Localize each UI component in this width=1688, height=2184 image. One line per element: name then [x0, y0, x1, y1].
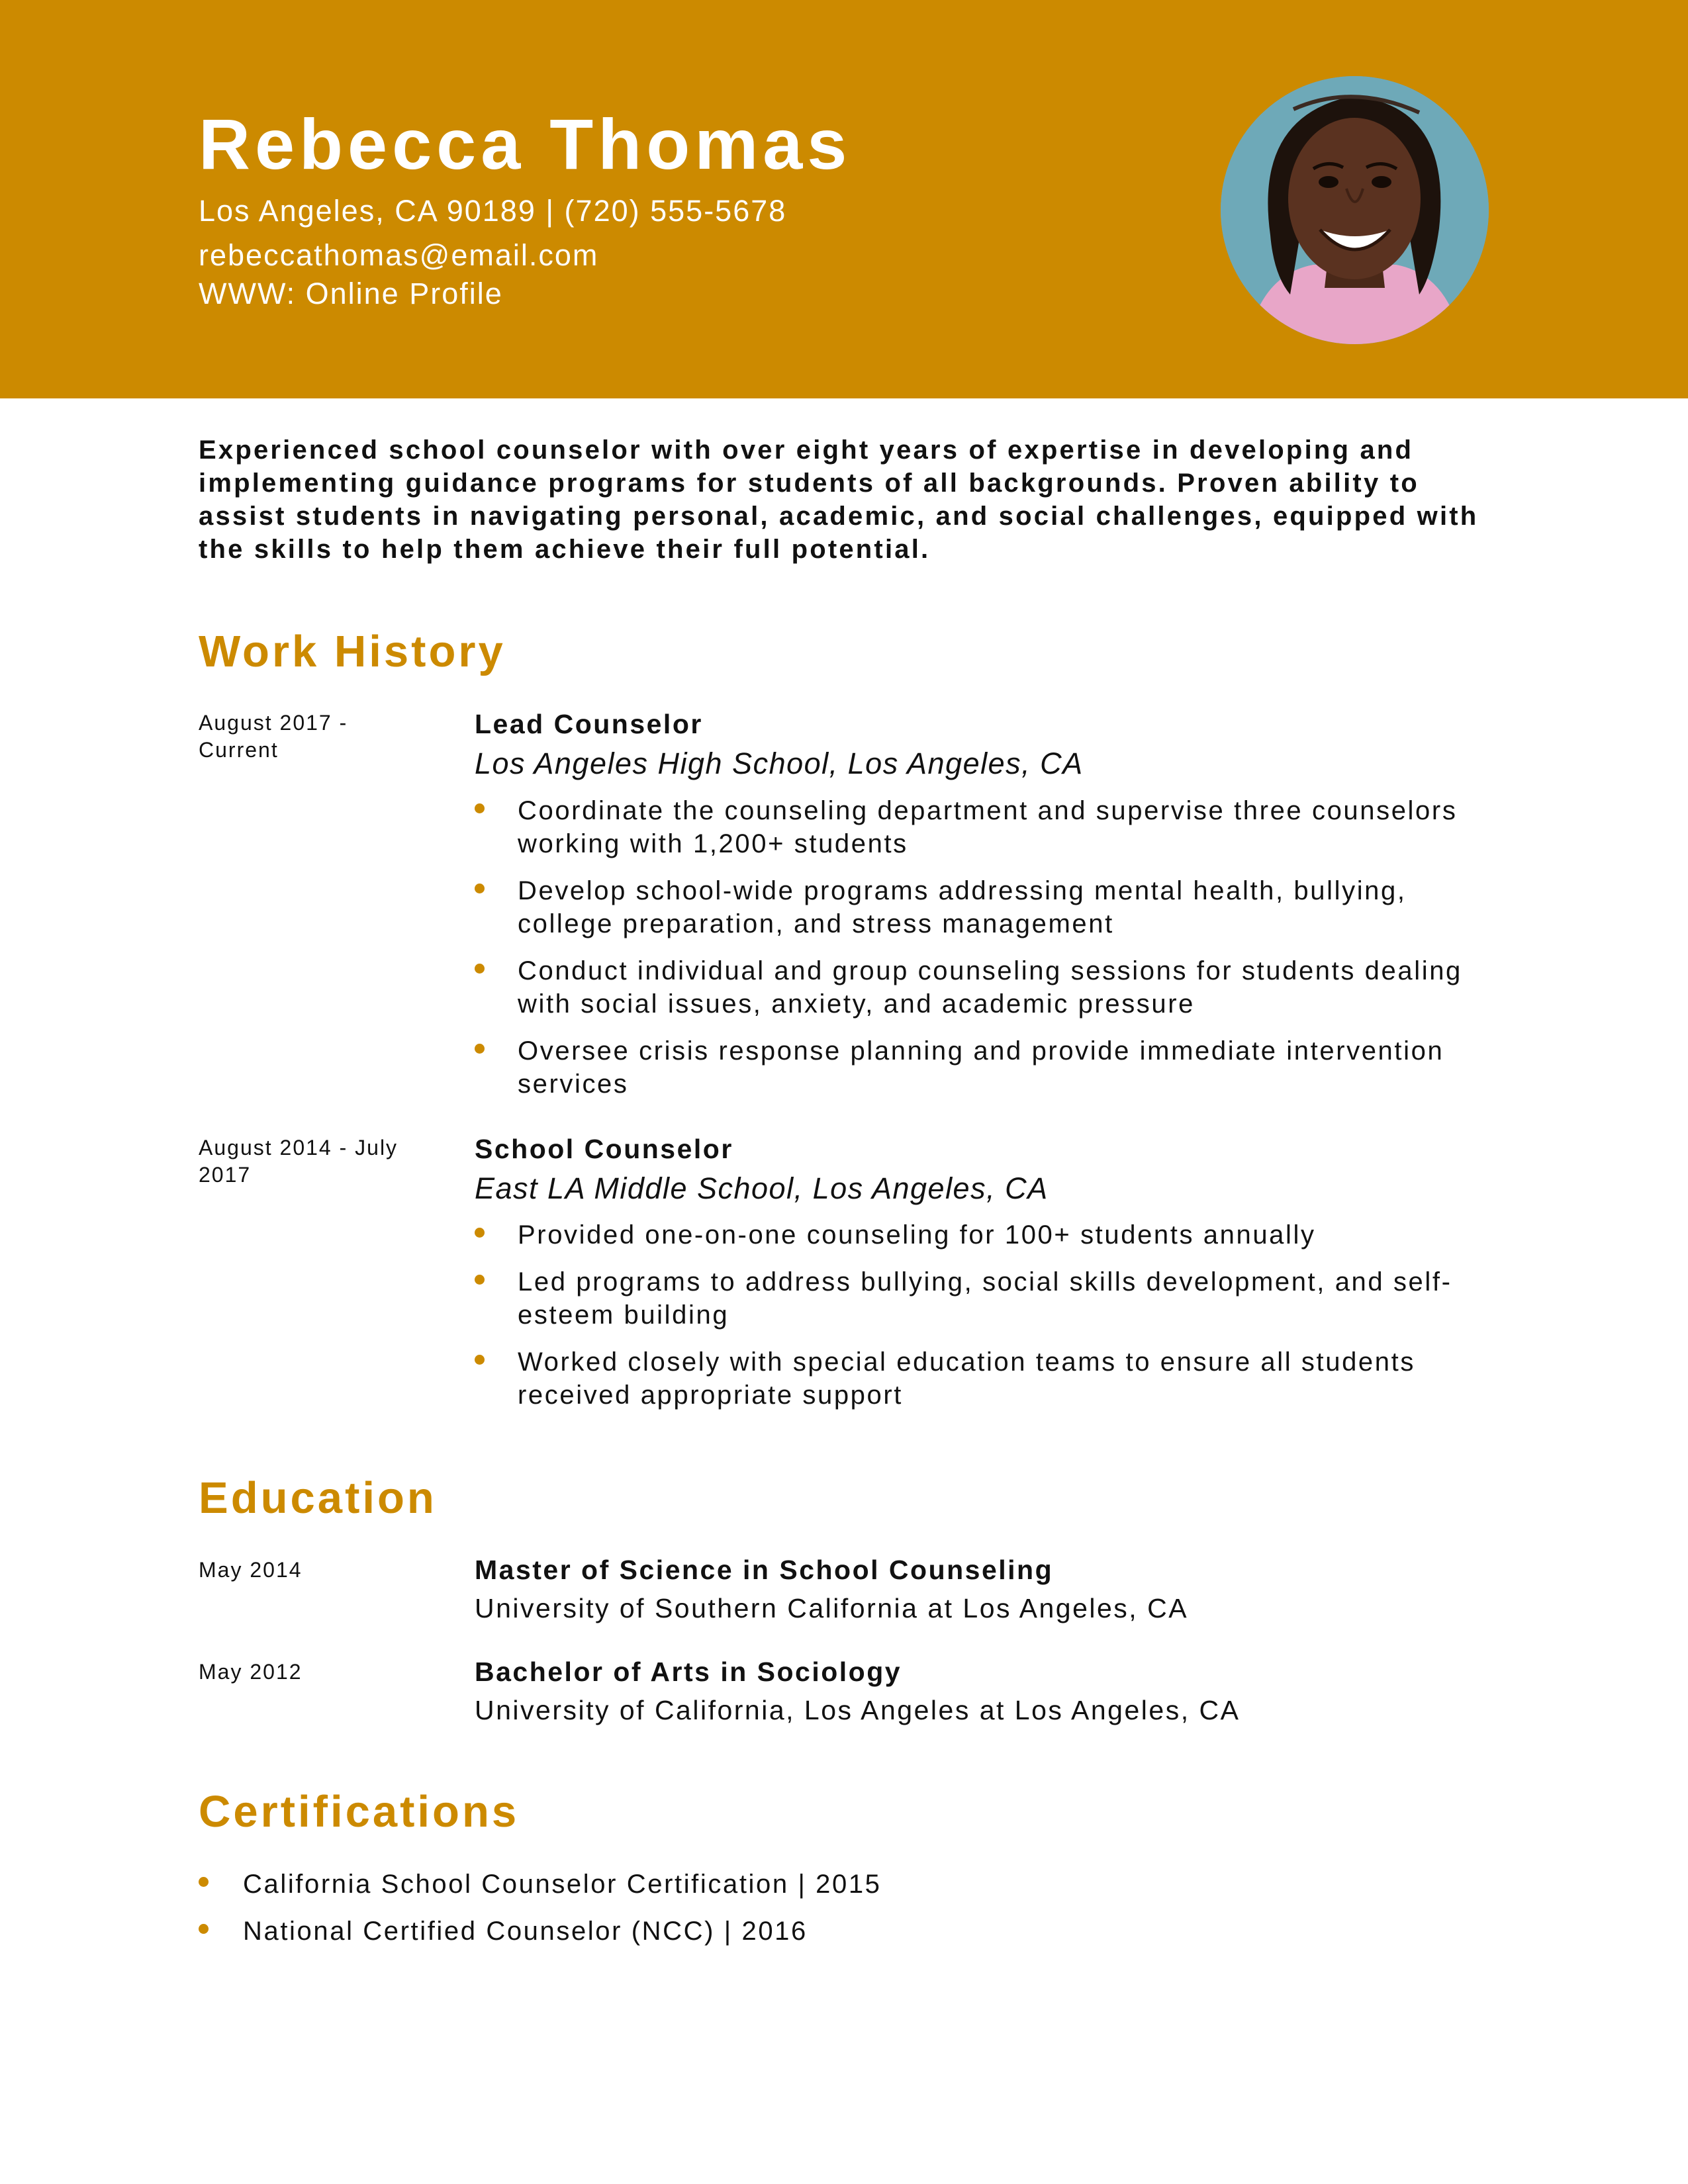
job-title: Lead Counselor: [475, 709, 703, 739]
job-title: School Counselor: [475, 1134, 733, 1164]
job-responsibilities: [475, 1218, 1507, 1426]
bullet-icon: [475, 884, 485, 893]
certification-text: National Certified Counselor (NCC) | 2016: [243, 1917, 808, 1946]
certifications-heading: Certifications: [199, 1787, 520, 1837]
job-employer: East LA Middle School, Los Angeles, CA: [475, 1171, 1049, 1205]
candidate-name: Rebecca Thomas: [199, 104, 852, 184]
bullet-icon: [475, 1355, 485, 1365]
degree-title: Bachelor of Arts in Sociology: [475, 1657, 902, 1687]
bullet-icon: [199, 1924, 209, 1934]
job-dates: August 2014 - July 2017: [199, 1136, 399, 1187]
education-heading: Education: [199, 1473, 437, 1523]
bullet-text: Led programs to address bullying, social skills development, and self-esteem building: [518, 1267, 1452, 1330]
bullet-icon: [475, 803, 485, 813]
online-profile-link[interactable]: WWW: Online Profile: [199, 277, 503, 310]
list-item: [199, 1915, 1456, 1948]
list-item: [475, 1218, 1507, 1251]
certifications-list: [199, 1868, 1456, 1962]
education-date: May 2012: [199, 1660, 303, 1684]
list-item: [199, 1868, 1456, 1901]
school-name: University of California, Los Angeles at Los Angeles, CA: [475, 1695, 1241, 1725]
education-date: May 2014: [199, 1558, 303, 1582]
list-item: [475, 794, 1507, 860]
bullet-icon: [475, 1044, 485, 1054]
bullet-text: Worked closely with special education teams to ensure all students received appropriate support: [518, 1347, 1415, 1410]
bullet-text: Conduct individual and group counseling sessions for students dealing with social issues, anxiety, and academic pressure: [518, 956, 1462, 1019]
degree-title: Master of Science in School Counseling: [475, 1555, 1054, 1585]
header-banner: [0, 0, 1688, 398]
bullet-icon: [475, 1275, 485, 1285]
list-item: [475, 874, 1507, 940]
work-history-heading: Work History: [199, 627, 506, 676]
list-item: [475, 1265, 1507, 1332]
bullet-text: Coordinate the counseling department and supervise three counselors working with 1,200+ students: [518, 796, 1458, 858]
email-address[interactable]: rebeccathomas@email.com: [199, 238, 599, 272]
school-name: University of Southern California at Los Angeles, CA: [475, 1593, 1189, 1623]
profile-photo: [1221, 76, 1489, 344]
job-employer: Los Angeles High School, Los Angeles, CA: [475, 747, 1084, 780]
job-dates: August 2017 - Current: [199, 711, 348, 762]
list-item: [475, 1034, 1507, 1101]
bullet-icon: [199, 1877, 209, 1887]
portrait-image: [1221, 76, 1489, 344]
list-item: [475, 1345, 1507, 1412]
bullet-icon: [475, 1228, 485, 1238]
certification-text: California School Counselor Certification | 2015: [243, 1870, 882, 1899]
bullet-text: Provided one-on-one counseling for 100+ students annually: [518, 1220, 1316, 1250]
list-item: [475, 954, 1507, 1021]
job-responsibilities: [475, 794, 1507, 1115]
bullet-text: Develop school-wide programs addressing mental health, bullying, college preparation, and stress management: [518, 876, 1407, 938]
bullet-icon: [475, 964, 485, 974]
professional-summary: Experienced school counselor with over eight years of expertise in developing and implementing guidance programs for students of all backgrounds. Proven ability to assist students in navigating personal, academic, and social challenges, equipped with the skills to help them achieve their full potential.: [199, 435, 1479, 564]
location-phone: Los Angeles, CA 90189 | (720) 555-5678: [199, 194, 787, 228]
bullet-text: Oversee crisis response planning and provide immediate intervention services: [518, 1036, 1444, 1099]
